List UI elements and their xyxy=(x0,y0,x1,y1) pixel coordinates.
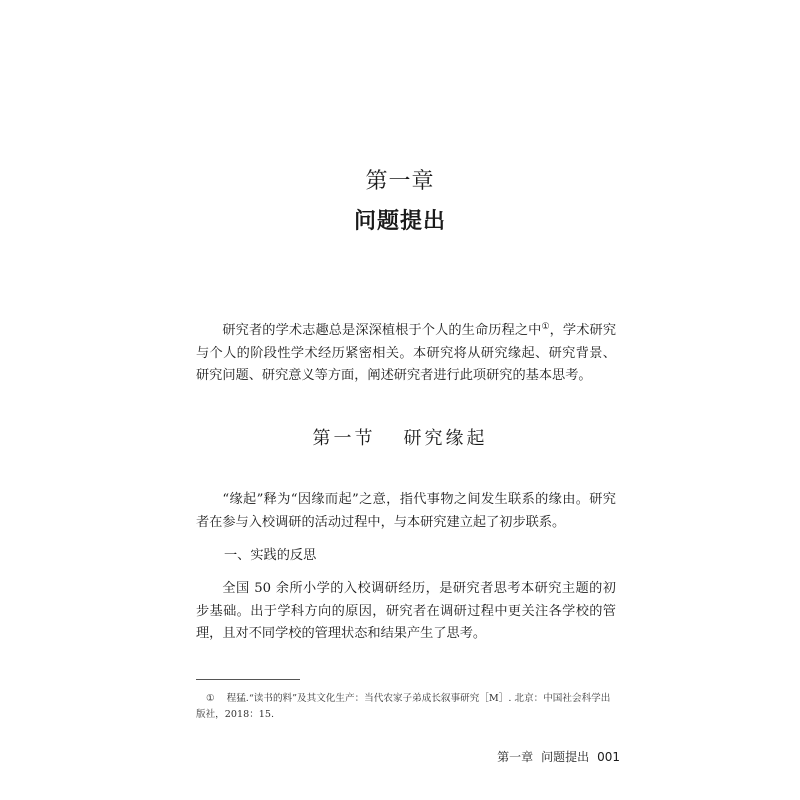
footnote xyxy=(196,691,616,723)
footer-chapter-title: 问题提出 xyxy=(541,750,590,764)
footer-chapter-label: 第一章 xyxy=(497,750,534,764)
footnote-reference[interactable]: ① xyxy=(541,322,550,332)
intro-text-after-note: ，学术研究与个人的阶段性学术经历紧密相关。本研究将从研究缘起、研究背景、研究问题、研究意义等方面，阐述研究者进行此项研究的基本思考。 xyxy=(196,323,617,383)
page-number: 001 xyxy=(597,750,620,764)
chapter-number: 第一章 xyxy=(365,169,435,194)
footnote-text: 程猛.“读书的料”及其文化生产：当代农家子弟成长叙事研究［M］. 北京：中国社会科学出版社，2018：15. xyxy=(196,693,611,720)
footnote-divider xyxy=(196,679,300,680)
section-paragraph: “缘起”释为“因缘而起”之意，指代事物之间发生联系的缘由。研究者在参与入校调研的活动过程中，与本研究建立起了初步联系。 xyxy=(196,492,616,530)
intro-text-before-note: 研究者的学术志趣总是深深植根于个人的生命历程之中 xyxy=(222,323,542,338)
section-heading xyxy=(0,424,800,450)
section-title: 研究缘起 xyxy=(403,428,488,449)
running-footer xyxy=(480,748,620,765)
chapter-title: 问题提出 xyxy=(353,209,446,234)
practice-paragraph: 全国 50 余所小学的入校调研经历，是研究者思考本研究主题的初步基础。出于学科方向的原因，研究者在调研过程中更关注各学校的管理，且对不同学校的管理状态和结果产生了思考。 xyxy=(196,581,616,641)
section-number: 第一节 xyxy=(312,428,376,449)
footnote-mark: ① xyxy=(206,693,215,704)
intro-paragraph xyxy=(196,320,616,388)
subsection-heading: 一、实践的反思 xyxy=(224,548,317,563)
